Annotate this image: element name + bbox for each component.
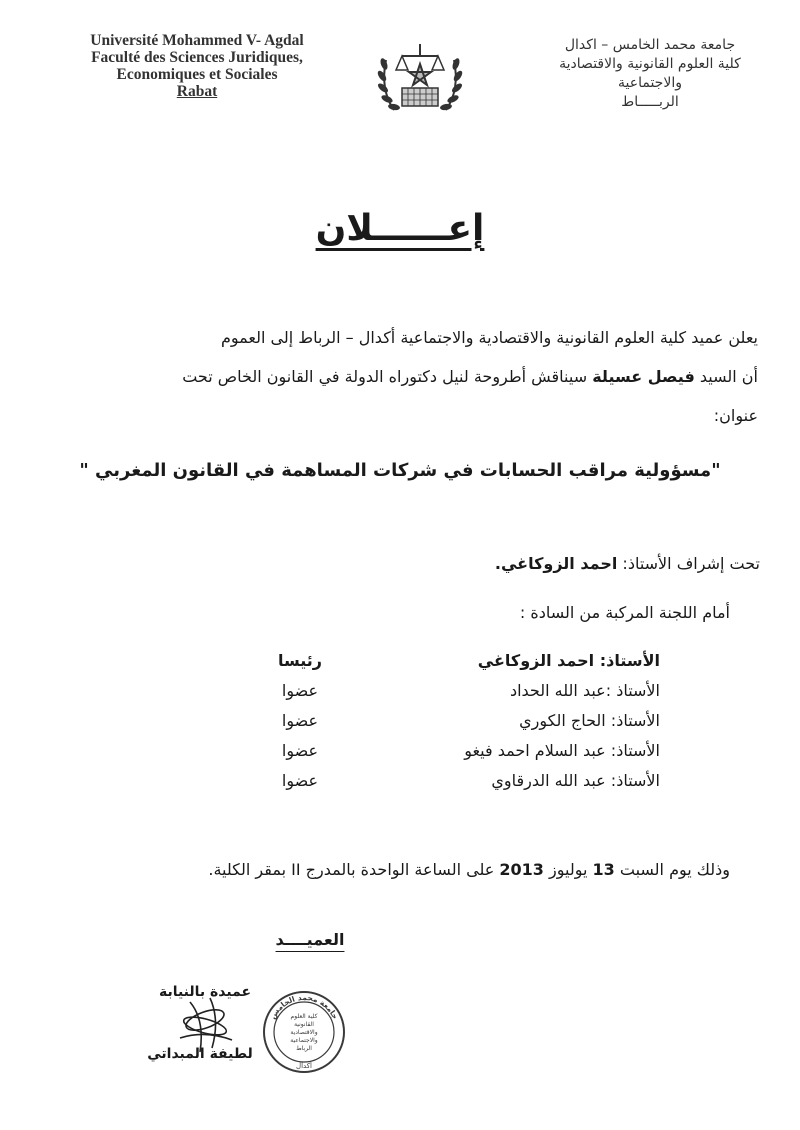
faculty-stamp	[262, 990, 346, 1074]
schedule-year: 2013	[499, 860, 544, 879]
jury-list	[250, 645, 660, 795]
jury-member-name: الأستاذ: عبد الله الدرقاوي	[491, 770, 660, 790]
announcement-line-3: عنوان:	[713, 406, 758, 425]
announcement-title	[0, 208, 800, 249]
thesis-title: "مسؤولية مراقب الحسابات في شركات المساهمة في القانون المغربي "	[79, 460, 721, 481]
supervisor-label: تحت إشراف الأستاذ:	[617, 554, 760, 573]
announcement-line-1: يعلن عميد كلية العلوم القانونية والاقتصادية والاجتماعية أكدال – الرباط إلى العموم	[220, 328, 758, 347]
stamp-bottom-text: أكدال	[296, 1062, 312, 1070]
announcement-title-text: إعــــــلان	[315, 208, 485, 249]
faculty-name-fr-2: Economiques et Sociales	[116, 66, 278, 83]
stamp-inner-text: القانونية	[294, 1021, 314, 1028]
stamp-inner-text: الرباط	[296, 1045, 312, 1052]
jury-row	[250, 675, 660, 705]
jury-member-name: الأستاذ: عبد السلام احمد فيغو	[464, 740, 660, 760]
announcement-line-2-pre: أن السيد	[694, 367, 758, 386]
jury-row	[250, 765, 660, 795]
schedule-line	[208, 860, 730, 879]
announcement-line-2-post: سيناقش أطروحة لنيل دكتوراه الدولة في القانون الخاص تحت	[182, 367, 593, 386]
jury-row	[250, 705, 660, 735]
university-name-ar: جامعة محمد الخامس – اكدال	[564, 37, 736, 53]
university-emblem-icon	[372, 30, 468, 122]
jury-member-role: عضوا	[281, 680, 319, 700]
schedule-day: 13	[592, 860, 615, 879]
announcement-body	[58, 318, 758, 435]
dean-label-text: العميــــد	[275, 930, 345, 949]
jury-row	[250, 645, 660, 675]
schedule-post: على الساعة الواحدة بالمدرج II بمقر الكلية.	[208, 860, 500, 879]
jury-member-name: الأستاذ :عبد الله الحداد	[509, 680, 660, 700]
jury-member-role: عضوا	[281, 770, 319, 790]
stamp-inner-text: والاجتماعية	[290, 1037, 318, 1044]
faculty-name-fr: Faculté des Sciences Juridiques,	[91, 49, 303, 66]
faculty-name-ar-2: والاجتماعية	[618, 75, 682, 91]
signatory-name: لطيفة المبداتي	[147, 1046, 253, 1062]
announcement-line-2	[58, 357, 758, 396]
dean-label	[250, 930, 370, 949]
supervisor-name: احمد الزوكاغي.	[494, 554, 618, 573]
stamp-inner-text: والاقتصادية	[290, 1029, 318, 1036]
schedule-month: يوليوز	[543, 860, 593, 879]
header-arabic	[530, 36, 770, 112]
city-ar: الربـــــاط	[621, 94, 679, 110]
committee-intro: أمام اللجنة المركبة من السادة :	[519, 603, 730, 622]
jury-member-name: الأستاذ: الحاج الكوري	[519, 710, 660, 730]
jury-member-role: رئيسا	[277, 650, 323, 670]
schedule-pre: وذلك يوم السبت	[614, 860, 730, 879]
city-fr: Rabat	[176, 83, 218, 100]
candidate-name: فيصل عسيلة	[592, 367, 695, 386]
stamp-inner-text: كلية العلوم	[290, 1013, 318, 1020]
faculty-name-ar: كلية العلوم القانونية والاقتصادية	[559, 56, 741, 72]
jury-member-name: الأستاذ: احمد الزوكاغي	[477, 650, 660, 670]
university-name-fr: Université Mohammed V- Agdal	[90, 32, 304, 49]
jury-member-role: عضوا	[281, 740, 319, 760]
stamp-ring-text: جامعة محمد الخامس	[268, 992, 340, 1021]
signature-title: عميدة بالنيابة	[158, 984, 252, 1000]
header-french	[62, 32, 332, 100]
jury-member-role: عضوا	[281, 710, 319, 730]
supervisor-line	[495, 554, 760, 573]
jury-row	[250, 735, 660, 765]
